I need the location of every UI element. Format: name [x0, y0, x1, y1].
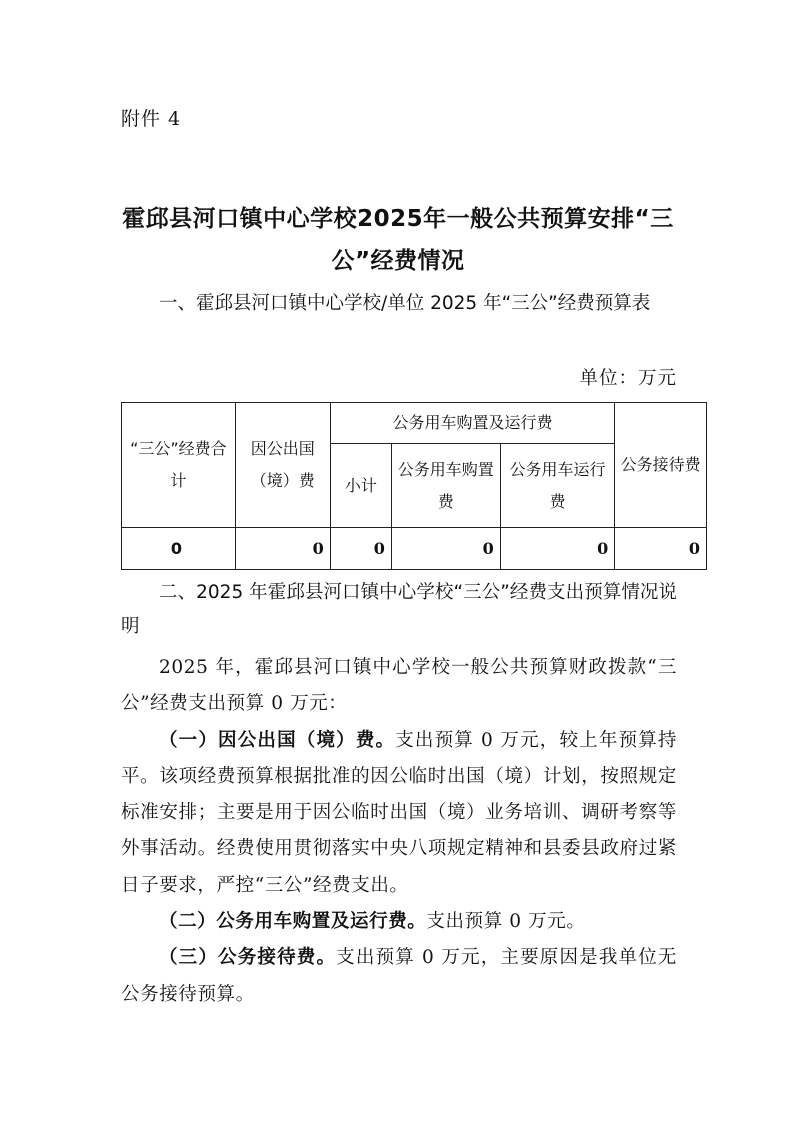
section1-heading: 一、霍邱县河口镇中心学校/单位 2025 年“三公”经费预算表 [159, 293, 651, 314]
intro-paragraph: 2025 年，霍邱县河口镇中心学校一般公共预算财政拨款“三公”经费支出预算 0 万元： [121, 657, 677, 715]
value-vehicle-purchase: 0 [391, 528, 500, 570]
value-subtotal: 0 [330, 528, 391, 570]
item3-paragraph [121, 940, 677, 1013]
attachment-label: 附件 4 [121, 108, 182, 130]
header-total: “三公”经费合计 [122, 403, 236, 528]
item3-text: 支出预算 0 万元，主要原因是我单位无公务接待预算。 [121, 947, 677, 1005]
header-vehicle-purchase: 公务用车购置费 [391, 444, 500, 528]
unit-label: 单位：万元 [579, 368, 677, 389]
value-abroad: 0 [235, 528, 330, 570]
item3-label: （三）公务接待费。 [159, 947, 337, 969]
value-vehicle-operation: 0 [500, 528, 615, 570]
header-subtotal: 小计 [330, 444, 391, 528]
item2-paragraph [121, 904, 677, 940]
header-vehicle-operation: 公务用车运行费 [500, 444, 615, 528]
document-title: 霍邱县河口镇中心学校2025年一般公共预算安排“三公”经费情况 [122, 206, 674, 274]
item2-label: （二）公务用车购置及运行费。 [159, 911, 427, 933]
item2-text: 支出预算 0 万元。 [426, 911, 586, 933]
item1-paragraph [121, 723, 677, 904]
header-reception: 公务接待费 [615, 403, 707, 528]
budget-table [121, 402, 707, 570]
explanation-body [121, 650, 677, 1013]
value-total: 0 [122, 528, 236, 570]
header-vehicle-group: 公务用车购置及运行费 [330, 403, 615, 444]
item1-text: 支出预算 0 万元，较上年预算持平。该项经费预算根据批准的因公临时出国（境）计划，按照规定标准安排；主要是用于因公临时出国（境）业务培训、调研考察等外事活动。经费使用贯彻落实中央八项规定精神和县委县政府过紧日子要求，严控“三公”经费支出。 [121, 729, 677, 896]
section2-heading: 二、2025 年霍邱县河口镇中心学校“三公”经费支出预算情况说明 [121, 582, 677, 637]
value-reception: 0 [615, 528, 707, 570]
item1-label: （一）因公出国（境）费。 [159, 729, 396, 751]
header-abroad: 因公出国（境）费 [235, 403, 330, 528]
